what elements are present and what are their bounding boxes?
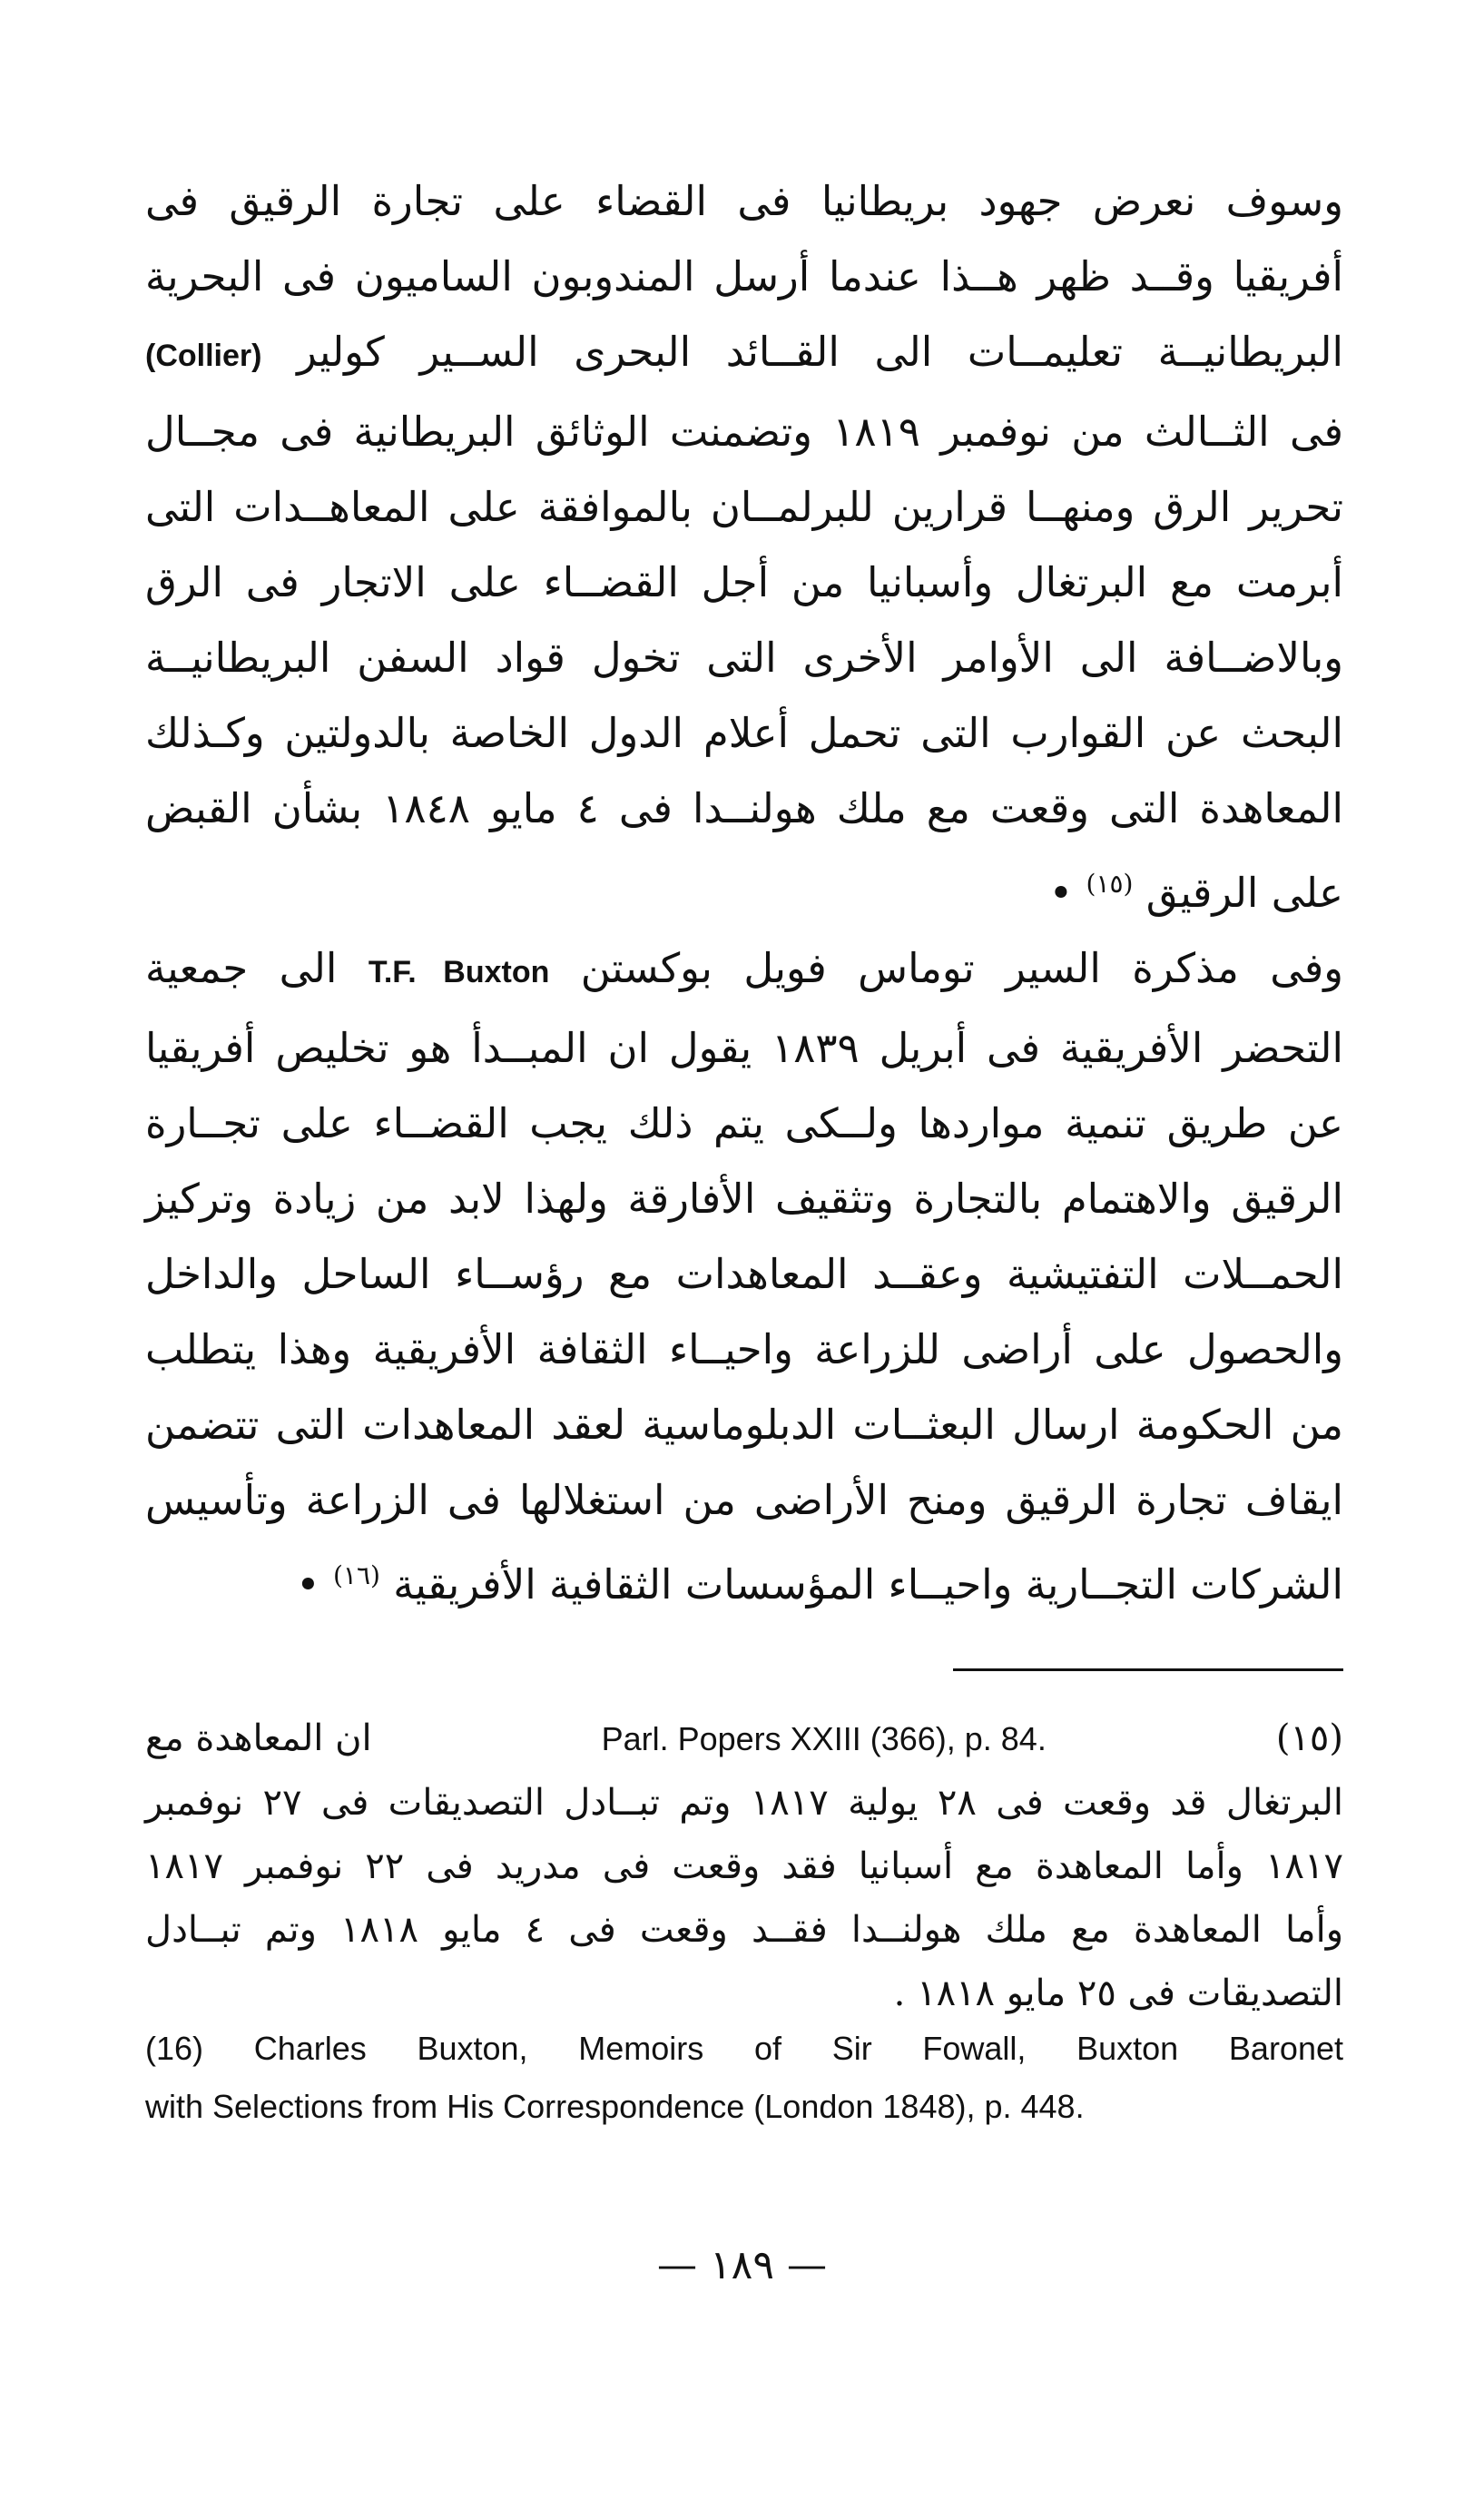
latin-name-buxton: T.F. Buxton	[368, 955, 550, 989]
paragraph-line: البحث عن القوارب التى تحمل أعلام الدول الخاصة بالدولتين وكـذلك	[145, 709, 1343, 757]
footnote-reference-15: (١٥)	[1086, 869, 1134, 899]
paragraph-line	[145, 930, 1343, 1010]
paragraph-line: أبرمت مع البرتغال وأسبانيا من أجل القضــاء على الاتجار فى الرق	[145, 558, 1343, 606]
paragraph-line-text: على الرقيق	[1145, 869, 1343, 917]
footnote-number: (١٥)	[1275, 1717, 1343, 1759]
footnote-15-body	[145, 1771, 1343, 2025]
paragraph-line	[145, 1538, 1343, 1622]
paragraph-line: الرقيق والاهتمام بالتجارة وتثقيف الأفارقة ولهذا لابد من زيادة وتركيز	[145, 1175, 1343, 1223]
paragraph-line-text: البريطانيــة تعليمــات الى القــائد البحرى الســير كولير	[297, 328, 1343, 376]
paragraph-line: ايقاف تجارة الرقيق ومنح الأراضى من استغلالها فى الزراعة وتأسيس	[145, 1476, 1343, 1524]
footnote-line: (16) Charles Buxton, Memoirs of Sir Fowall, Buxton Baronet	[145, 2030, 1343, 2067]
footnote-line: ١٨١٧ وأما المعاهدة مع أسبانيا فقد وقعت فى مدريد فى ٢٢ نوفمبر ١٨١٧	[145, 1845, 1343, 1887]
end-mark: •	[1048, 869, 1074, 917]
paragraph-line: والحصول على أراضى للزراعة واحيــاء الثقافة الأفريقية وهذا يتطلب	[145, 1325, 1343, 1373]
paragraph-line: وبالاضــافة الى الأوامر الأخرى التى تخول قواد السفن البريطانيــة	[145, 634, 1343, 682]
paragraph-line: من الحكومة ارسال البعثــات الدبلوماسية لعقد المعاهدات التى تتضمن	[145, 1401, 1343, 1449]
paragraph-line-text: وفى مذكرة السير توماس فويل بوكستن	[580, 944, 1343, 992]
paragraph-line: عن طريق تنمية مواردها ولــكى يتم ذلك يجب القضــاء على تجــارة	[145, 1099, 1343, 1147]
footnote-16	[145, 2020, 1343, 2136]
paragraph-2	[145, 930, 1343, 1622]
paragraph-line-text: الى جمعية	[145, 944, 338, 992]
footnote-reference-16: (١٦)	[332, 1560, 380, 1590]
footnote-15-first-line	[145, 1707, 1343, 1771]
paragraph-line: الحمــلات التفتيشية وعقــد المعاهدات مع رؤســاء الساحل والداخل	[145, 1250, 1343, 1298]
footnote-15	[145, 1707, 1343, 2025]
paragraph-line: أفريقيا وقــد ظهر هــذا عندما أرسل المندوبون الساميون فى البحرية	[145, 252, 1343, 300]
latin-name-collier: (Collier)	[145, 339, 262, 373]
footnote-citation: Parl. Popers XXIII (366), p. 84.	[601, 1720, 1047, 1757]
paragraph-line	[145, 846, 1343, 930]
footnote-text: ان المعاهدة مع	[145, 1717, 372, 1759]
footnote-line: وأما المعاهدة مع ملك هولنــدا فقــد وقعت فى ٤ مايو ١٨١٨ وتم تبــادل	[145, 1909, 1344, 1951]
paragraph-line: التحضر الأفريقية فى أبريل ١٨٣٩ يقول ان المبــدأ هو تخليص أفريقيا	[145, 1024, 1343, 1072]
paragraph-1	[145, 163, 1343, 930]
paragraph-line: وسوف نعرض جهود بريطانيا فى القضاء على تجارة الرقيق فى	[145, 177, 1343, 225]
paragraph-line: فى الثــالث من نوفمبر ١٨١٩ وتضمنت الوثائق البريطانية فى مجــال	[145, 408, 1343, 456]
footnote-16-body	[145, 2020, 1343, 2136]
end-mark: •	[296, 1560, 320, 1609]
footnote-separator	[953, 1668, 1343, 1671]
footnote-line: التصديقات فى ٢٥ مايو ١٨١٨ .	[893, 1973, 1343, 2014]
paragraph-line-text: الشركات التجــارية واحيــاء المؤسسات الثقافية الأفريقية	[393, 1560, 1343, 1609]
page-number: — ١٨٩ —	[657, 2242, 827, 2288]
footnote-line: with Selections from His Correspondence (London 1848), p. 448.	[145, 2088, 1085, 2125]
paragraph-line: تحرير الرق ومنهــا قرارين للبرلمــان بالموافقة على المعاهــدات التى	[145, 483, 1343, 531]
footnote-line: البرتغال قد وقعت فى ٢٨ يولية ١٨١٧ وتم تبــادل التصديقات فى ٢٧ نوفمبر	[145, 1782, 1344, 1824]
paragraph-line	[145, 314, 1343, 394]
paragraph-line: المعاهدة التى وقعت مع ملك هولنــدا فى ٤ مايو ١٨٤٨ بشأن القبض	[145, 784, 1343, 832]
